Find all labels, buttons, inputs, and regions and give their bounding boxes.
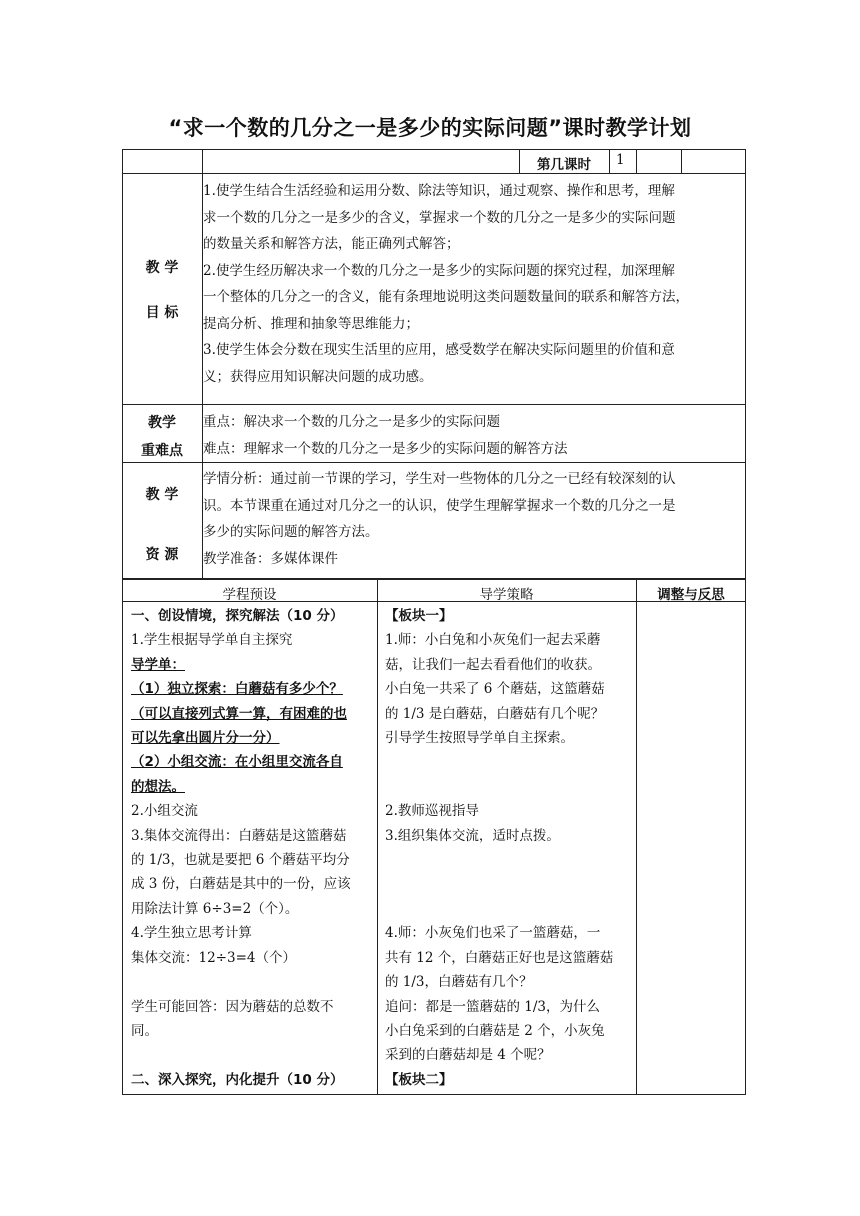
- col2-line: 采到的白蘑菇却是 4 个呢？: [385, 1047, 551, 1064]
- col2-line: 2.教师巡视指导: [385, 803, 479, 820]
- lesson-number-label: 第几课时: [537, 157, 591, 173]
- resources-label-top: 教 学: [145, 487, 179, 503]
- blank-line: [131, 1043, 376, 1067]
- header-row-divider: [122, 173, 746, 174]
- col2-line: 的 1/3，白蘑菇有几个？: [385, 974, 533, 991]
- blank-line: [385, 872, 635, 896]
- blank-line: [131, 970, 376, 994]
- row-divider: [122, 462, 746, 463]
- resources-line: 学情分析：通过前一节课的学习，学生对一些物体的几分之一已经有较深刻的认: [203, 471, 676, 487]
- objectives-line: 求一个数的几分之一是多少的含义，掌握求一个数的几分之一是多少的实际问题: [203, 209, 676, 226]
- blank-line: [385, 750, 635, 774]
- col2-line: 菇，让我们一起去看看他们的收获。: [385, 656, 601, 673]
- col1-line: 1.学生根据导学单自主探究: [131, 632, 293, 649]
- guide-sheet-item: 的想法。: [131, 778, 185, 795]
- label-col-divider: [202, 149, 203, 173]
- resources-text: [203, 466, 743, 572]
- row-divider: [122, 404, 746, 405]
- col2-line: 共有 12 个，白蘑菇正好也是这篮蘑菇: [385, 949, 614, 966]
- col2-line: 1.师：小白兔和小灰兔们一起去采蘑: [385, 632, 601, 649]
- col2-header: 导学策略: [479, 587, 534, 603]
- col1-line: 4.学生独立思考计算: [131, 925, 252, 942]
- objectives-line: 提高分析、推理和抽象等思维能力；: [203, 315, 419, 332]
- guide-sheet-item: （2）小组交流：在小组里交流各自: [131, 754, 343, 771]
- col1-line: 同。: [131, 1022, 158, 1039]
- col-divider-2: [636, 579, 637, 1095]
- guide-sheet-item: 可以先拿出圆片分一分）: [131, 730, 280, 747]
- block-heading: 【板块一】: [385, 608, 453, 624]
- col1-line: 3.集体交流得出：白蘑菇是这篮蘑菇: [131, 827, 347, 844]
- header-divider-2: [609, 149, 610, 173]
- col3-header: 调整与反思: [657, 587, 725, 603]
- col2-line: 的 1/3 是白蘑菇，白蘑菇有几个呢？: [385, 705, 605, 722]
- keypoints-line: 重点：解决求一个数的几分之一是多少的实际问题: [203, 414, 500, 430]
- objectives-line: 义；获得应用知识解决问题的成功感。: [203, 368, 433, 385]
- guide-sheet-title: 导学单：: [131, 656, 185, 673]
- blank-line: [385, 848, 635, 872]
- blank-line: [385, 775, 635, 799]
- col1-content: [131, 604, 376, 1092]
- guide-sheet-item: （1）独立探索：白蘑菇有多少个？: [131, 681, 343, 698]
- objectives-label-top: 教 学: [145, 260, 179, 276]
- resources-label-bottom: 资 源: [145, 547, 179, 563]
- resources-line: 多少的实际问题的解答方法。: [203, 524, 379, 540]
- col2-line: 小白兔采到的白蘑菇是 2 个，小灰兔: [385, 1022, 605, 1039]
- section-heading: 二、深入探究，内化提升（10 分）: [131, 1071, 344, 1088]
- page-title: “求一个数的几分之一是多少的实际问题”课时教学计划: [168, 116, 692, 140]
- resources-line: 识。本节课重在通过对几分之一的认识，使学生理解掌握求一个数的几分之一是: [203, 497, 676, 514]
- col2-content: [385, 604, 635, 1092]
- objectives-line: 2.使学生经历解决求一个数的几分之一是多少的实际问题的探究过程，加深理解: [203, 262, 675, 279]
- col1-line: 用除法计算 6÷3=2（个）。: [131, 900, 299, 917]
- col2-line: 4.师：小灰兔们也采了一篮蘑菇，一: [385, 925, 601, 942]
- col2-line: 3.组织集体交流，适时点拨。: [385, 827, 560, 844]
- col1-header: 学程预设: [222, 587, 277, 603]
- col-divider-1: [377, 579, 378, 1095]
- objectives-line: 一个整体的几分之一的含义，能有条理地说明这类问题数量间的联系和解答方法，: [203, 289, 689, 305]
- keypoints-text: [203, 409, 743, 462]
- col2-line: 小白兔一共采了 6 个蘑菇，这篮蘑菇: [385, 681, 605, 698]
- section-heading: 一、创设情境，探究解法（10 分）: [131, 608, 344, 624]
- col1-line: 集体交流：12÷3=4（个）: [131, 949, 296, 966]
- guide-sheet-item: （可以直接列式算一算，有困难的也: [131, 705, 347, 722]
- objectives-line: 1.使学生结合生活经验和运用分数、除法等知识，通过观察、操作和思考，理解: [203, 183, 675, 199]
- col2-line: 追问：都是一篮蘑菇的 1/3，为什么: [385, 998, 601, 1015]
- col1-line: 成 3 份，白蘑菇是其中的一份，应该: [131, 876, 351, 893]
- col2-line: 引导学生按照导学单自主探索。: [385, 730, 574, 747]
- col1-line: 的 1/3，也就是要把 6 个蘑菇平均分: [131, 852, 350, 869]
- col1-line: 2.小组交流: [131, 803, 198, 820]
- objectives-label-bottom: 目 标: [145, 305, 179, 321]
- keypoints-label-bottom: 重难点: [141, 443, 183, 459]
- header-divider-4: [681, 149, 682, 173]
- block-heading: 【板块二】: [385, 1071, 453, 1088]
- objectives-text: [203, 178, 743, 390]
- header-divider-3: [636, 149, 637, 173]
- lesson-number-value: 1: [616, 152, 625, 168]
- keypoints-label-top: 教学: [148, 415, 176, 431]
- col1-line: 学生可能回答：因为蘑菇的总数不: [131, 998, 334, 1015]
- blank-line: [385, 897, 635, 921]
- objectives-line: 的数量关系和解答方法，能正确列式解答；: [203, 236, 460, 252]
- resources-line: 教学准备：多媒体课件: [203, 550, 338, 567]
- objectives-line: 3.使学生体会分数在现实生活里的应用，感受数学在解决实际问题里的价值和意: [203, 342, 675, 358]
- keypoints-line: 难点：理解求一个数的几分之一是多少的实际问题的解答方法: [203, 440, 568, 457]
